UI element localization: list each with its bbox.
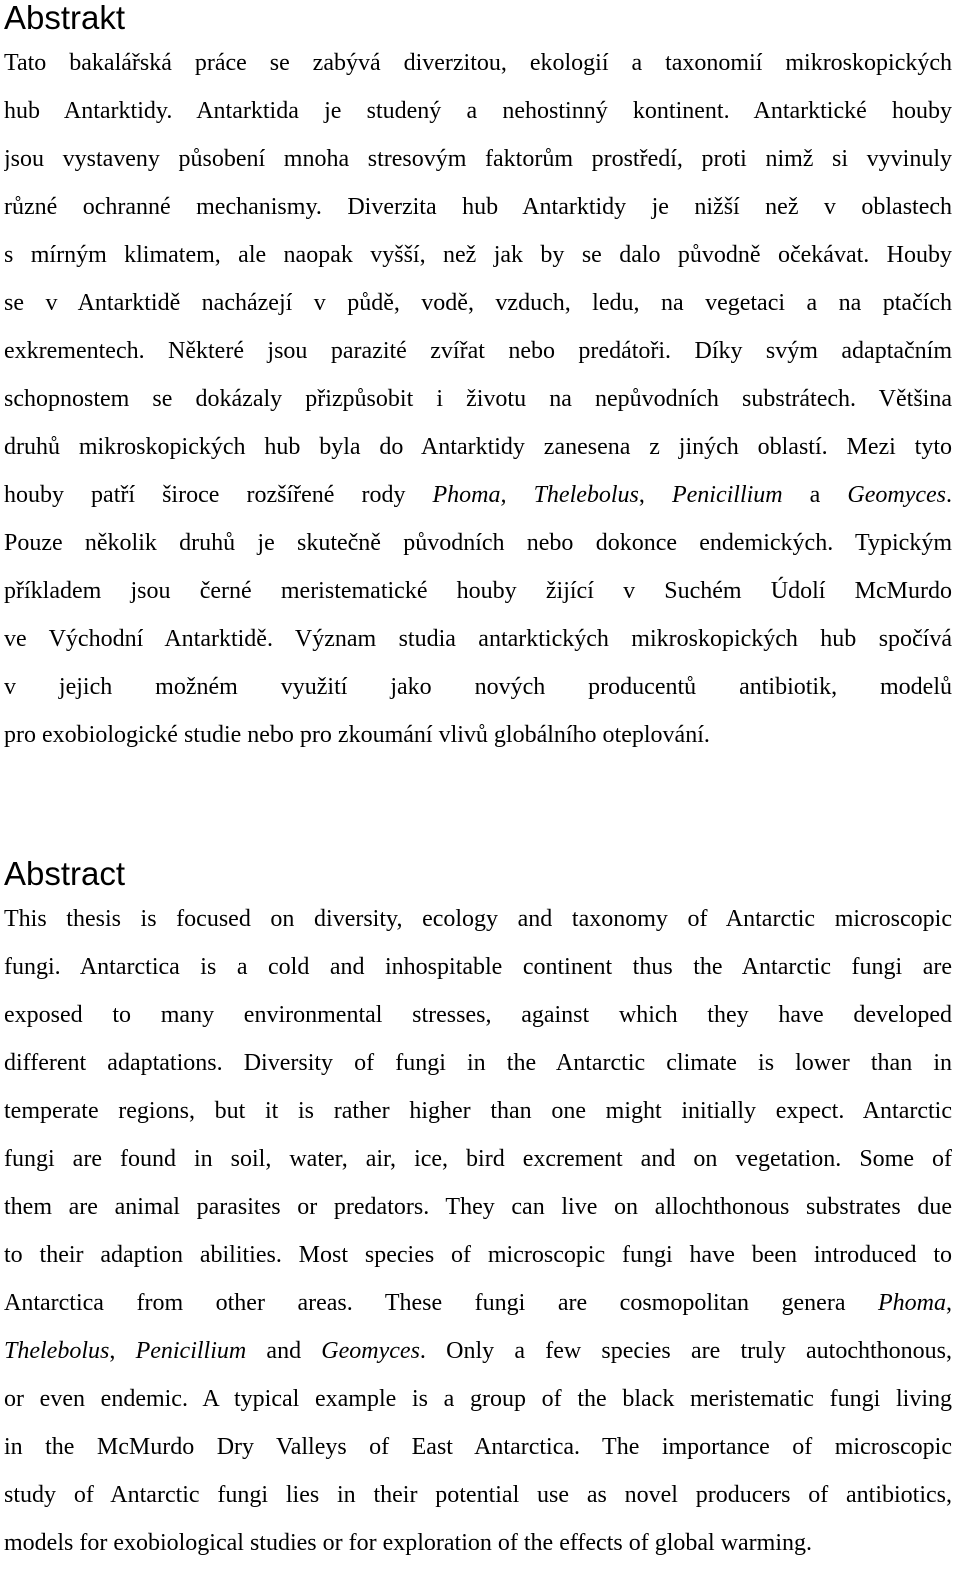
english-abstract-line: study of Antarctic fungi lies in their potential use as novel producers of antibiotics, bbox=[4, 1482, 952, 1508]
czech-abstract-heading: Abstrakt bbox=[4, 0, 126, 36]
czech-abstract-line: se v Antarktidě nacházejí v půdě, vodě, vzduch, ledu, na vegetaci a na ptačích bbox=[4, 290, 952, 316]
english-abstract-line: different adaptations. Diversity of fungi in the Antarctic climate is lower than in bbox=[4, 1050, 952, 1076]
czech-abstract-line: houby patří široce rozšířené rody Phoma, Thelebolus, Penicillium a Geomyces. bbox=[4, 482, 952, 508]
czech-abstract-line: ve Východní Antarktidě. Význam studia antarktických mikroskopických hub spočívá bbox=[4, 626, 952, 652]
english-abstract-line: This thesis is focused on diversity, ecology and taxonomy of Antarctic microscopic bbox=[4, 906, 952, 932]
english-abstract-line: Antarctica from other areas. These fungi are cosmopolitan genera Phoma, bbox=[4, 1290, 952, 1316]
english-abstract-line: them are animal parasites or predators. They can live on allochthonous substrates due bbox=[4, 1194, 952, 1220]
czech-abstract-line: Pouze několik druhů je skutečně původních nebo dokonce endemických. Typickým bbox=[4, 530, 952, 556]
czech-abstract-line: s mírným klimatem, ale naopak vyšší, než jak by se dalo původně očekávat. Houby bbox=[4, 242, 952, 268]
english-abstract-heading: Abstract bbox=[4, 855, 126, 892]
english-abstract-line: or even endemic. A typical example is a group of the black meristematic fungi living bbox=[4, 1386, 952, 1412]
czech-abstract-line: různé ochranné mechanismy. Diverzita hub Antarktidy je nižší než v oblastech bbox=[4, 194, 952, 220]
czech-abstract-line: jsou vystaveny působení mnoha stresovým faktorům prostředí, proti nimž si vyvinuly bbox=[4, 146, 952, 172]
czech-abstract-line: příkladem jsou černé meristematické houby žijící v Suchém Údolí McMurdo bbox=[4, 578, 952, 604]
czech-abstract-line: pro exobiologické studie nebo pro zkoumání vlivů globálního oteplování. bbox=[4, 722, 710, 748]
english-abstract-line: exposed to many environmental stresses, against which they have developed bbox=[4, 1002, 952, 1028]
czech-abstract-line: druhů mikroskopických hub byla do Antarktidy zanesena z jiných oblastí. Mezi tyto bbox=[4, 434, 952, 460]
english-abstract-line: fungi are found in soil, water, air, ice, bird excrement and on vegetation. Some of bbox=[4, 1146, 952, 1172]
english-abstract-line: temperate regions, but it is rather higher than one might initially expect. Antarctic bbox=[4, 1098, 952, 1124]
genus-name: Geomyces bbox=[321, 1338, 420, 1364]
genus-name: Penicillium bbox=[671, 482, 783, 508]
english-abstract-line: in the McMurdo Dry Valleys of East Antarctica. The importance of microscopic bbox=[4, 1434, 952, 1460]
genus-name: Penicillium bbox=[135, 1338, 247, 1364]
genus-name: Phoma bbox=[878, 1290, 946, 1316]
czech-abstract-line: schopnostem se dokázaly přizpůsobit i životu na nepůvodních substrátech. Většina bbox=[4, 386, 952, 412]
english-abstract-section bbox=[4, 856, 952, 1576]
czech-abstract-line: exkrementech. Některé jsou parazité zvířat nebo predátoři. Díky svým adaptačním bbox=[4, 338, 952, 364]
english-abstract-line: fungi. Antarctica is a cold and inhospitable continent thus the Antarctic fungi are bbox=[4, 954, 952, 980]
english-abstract-line: models for exobiological studies or for exploration of the effects of global warming. bbox=[4, 1530, 813, 1556]
czech-abstract-line: hub Antarktidy. Antarktida je studený a nehostinný kontinent. Antarktické houby bbox=[4, 98, 952, 124]
genus-name: Thelebolus bbox=[4, 1338, 110, 1364]
english-abstract-line: Thelebolus, Penicillium and Geomyces. Only a few species are truly autochthonous, bbox=[4, 1338, 952, 1364]
genus-name: Geomyces bbox=[847, 482, 947, 508]
czech-abstract-section bbox=[4, 0, 952, 768]
genus-name: Phoma, Thelebolus bbox=[432, 482, 639, 508]
czech-abstract-line: v jejich možném využití jako nových producentů antibiotik, modelů bbox=[4, 674, 952, 700]
english-abstract-line: to their adaption abilities. Most species of microscopic fungi have been introduced to bbox=[4, 1242, 952, 1268]
czech-abstract-line: Tato bakalářská práce se zabývá diverzitou, ekologií a taxonomií mikroskopických bbox=[4, 50, 952, 76]
